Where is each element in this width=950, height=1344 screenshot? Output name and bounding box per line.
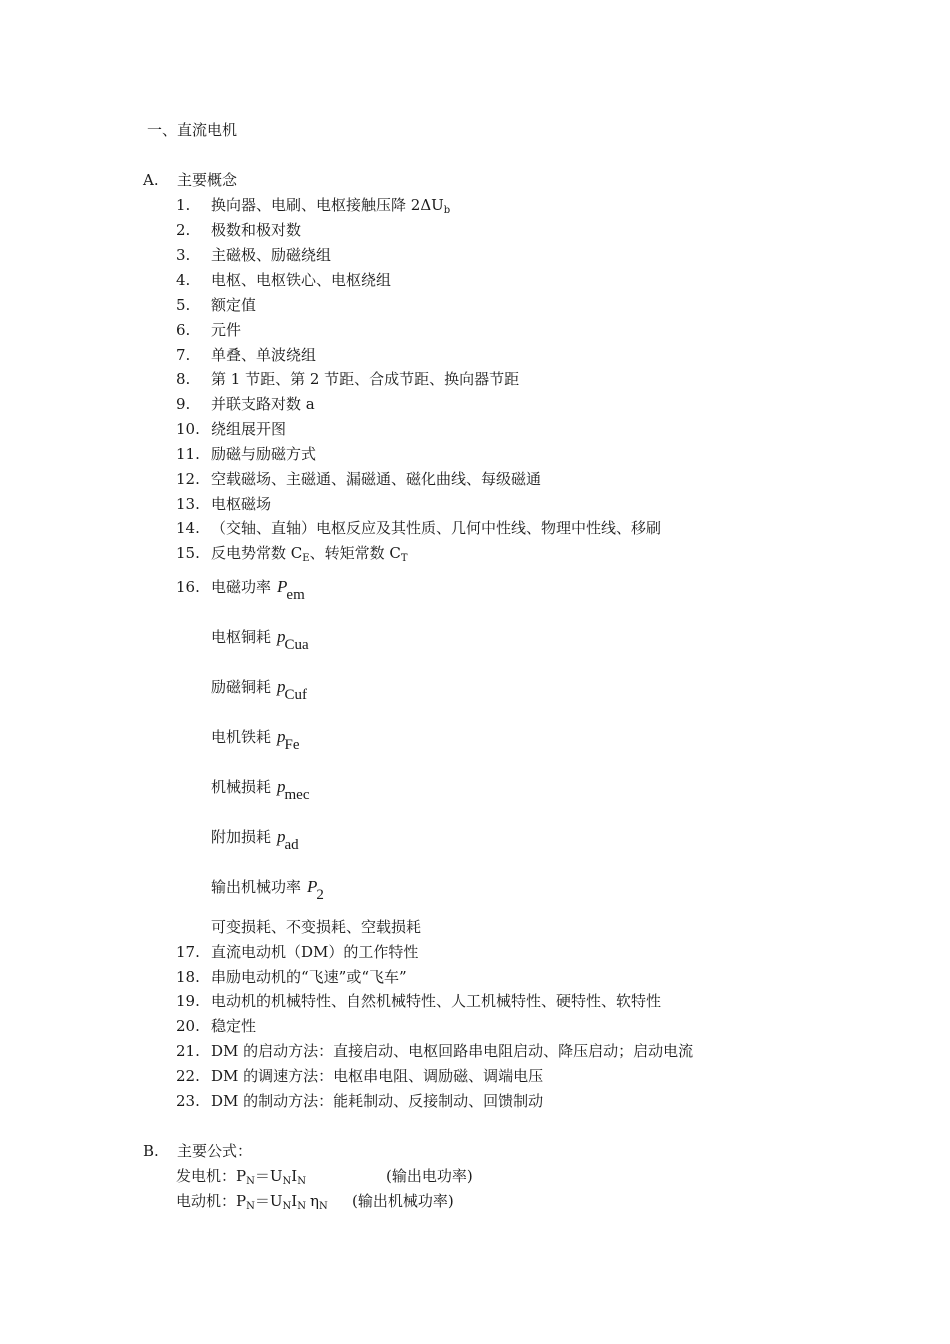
list-item: 12. 空载磁场、主磁通、漏磁通、磁化曲线、每级磁通 [176,470,542,488]
list-item: 1. 换向器、电刷、电枢接触压降 $2\Delta U_b$ [176,196,451,216]
list-item: 14. （交轴、直轴）电枢反应及其性质、几何中性线、物理中性线、移刷 [176,519,662,537]
list-item: 9. 并联支路对数 a [176,395,315,413]
section-b-title: 主要公式： [177,1142,253,1160]
list-item: 23. DM 的制动方法：能耗制动、反接制动、回馈制动 [176,1092,544,1110]
list-item: 2. 极数和极对数 [176,221,302,239]
loss-item: 电枢铜耗 $p_{Cua}$ [211,627,309,653]
section-a-letter: A. [143,171,159,189]
list-item: 7. 单叠、单波绕组 [176,346,317,364]
list-item: 16. 电磁功率 $P_{em}$ [176,577,305,603]
loss-item: 机械损耗 $p_{mec}$ [211,777,310,803]
list-item: 3. 主磁极、励磁绕组 [176,246,332,264]
loss-item: 输出机械功率 $P_2$ [211,877,324,903]
list-item: 10. 绕组展开图 [176,420,287,438]
loss-note: 可变损耗、不变损耗、空载损耗 [211,918,422,936]
list-item: 4. 电枢、电枢铁心、电枢绕组 [176,271,392,289]
chapter-title: 一、直流电机 [147,121,238,139]
formula-motor: 电动机：$P_N=U_NI_N$ $\eta_N$ [176,1192,328,1212]
formula-generator-note: (输出电功率) [386,1167,473,1185]
loss-item: 电机铁耗 $p_{Fe}$ [211,727,300,753]
list-item: 6. 元件 [176,321,242,339]
list-item: 15. 反电势常数 $C_E$、转矩常数 $C_T$ [176,544,408,564]
list-item: 17. 直流电动机（DM）的工作特性 [176,943,419,961]
list-item: 11. 励磁与励磁方式 [176,445,317,463]
list-item: 19. 电动机的机械特性、自然机械特性、人工机械特性、硬特性、软特性 [176,992,662,1010]
formula-generator: 发电机：$P_N=U_NI_N$ [176,1167,306,1187]
section-b-heading [143,1140,252,1161]
loss-item: 附加损耗 $p_{ad}$ [211,827,299,853]
list-item: 22. DM 的调速方法：电枢串电阻、调励磁、调端电压 [176,1067,544,1085]
section-b-letter: B. [143,1142,159,1160]
section-a-title: 主要概念 [177,171,238,189]
list-item: 13. 电枢磁场 [176,495,272,513]
loss-item: 励磁铜耗 $p_{Cuf}$ [211,677,308,703]
list-item: 20. 稳定性 [176,1017,257,1035]
list-item: 18. 串励电动机的“飞速”或“飞车” [176,968,407,986]
symbol-pem: $P_{em}$ [277,577,305,603]
list-item: 5. 额定值 [176,296,257,314]
list-item: 21. DM 的启动方法：直接启动、电枢回路串电阻启动、降压启动；启动电流 [176,1042,694,1060]
section-a-heading [143,169,237,190]
list-item: 8. 第 1 节距、第 2 节距、合成节距、换向器节距 [176,370,520,388]
formula-motor-note: (输出机械功率) [352,1192,454,1210]
